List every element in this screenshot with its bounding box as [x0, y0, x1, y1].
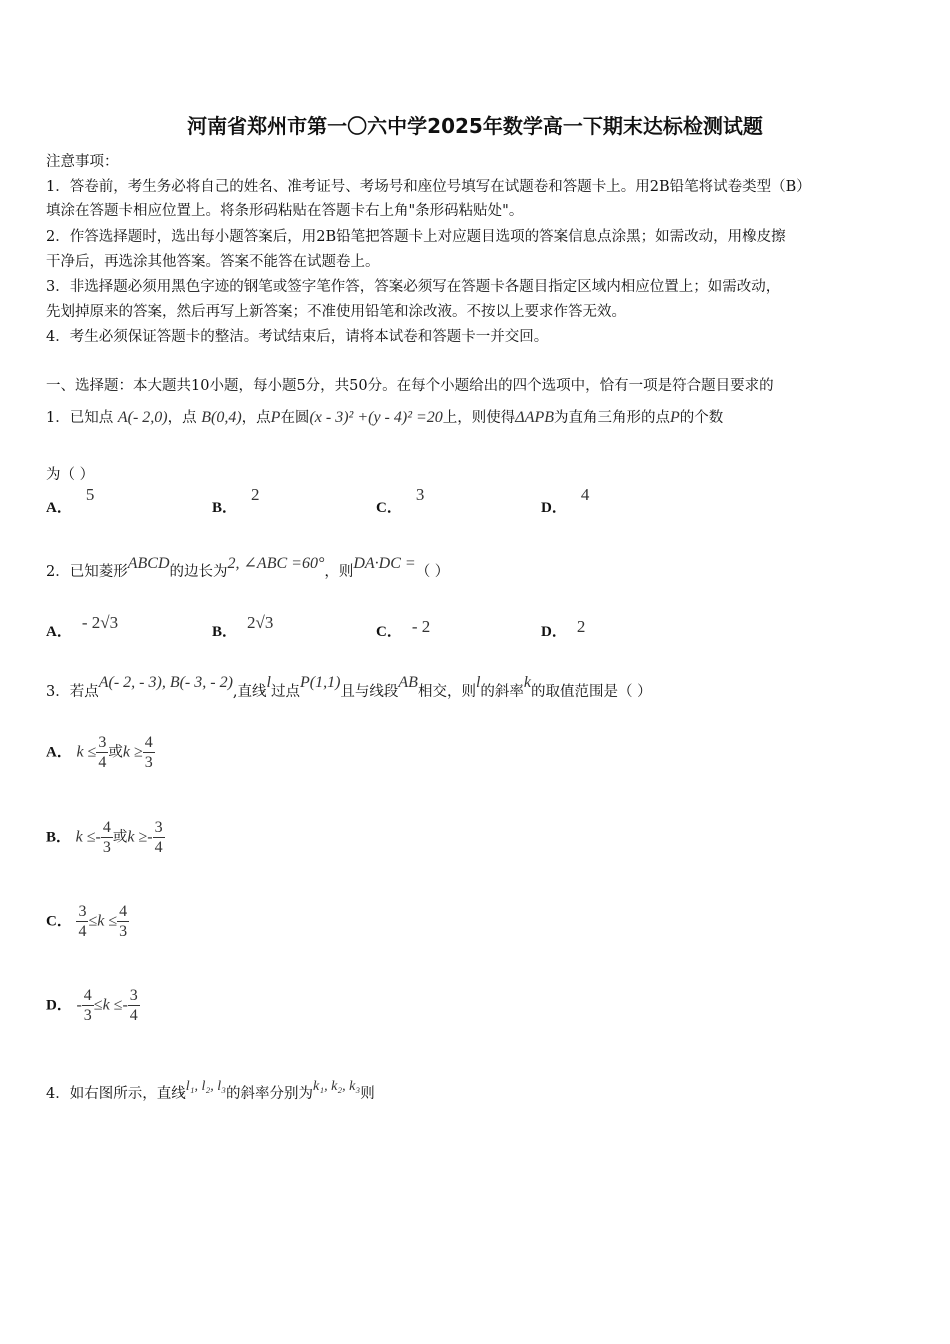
- notes-heading: 注意事项：: [46, 154, 119, 170]
- q3-option-a[interactable]: A． k ≤ $\frac{3}{4}$ 或k ≥ $\frac{4}{3}$: [46, 734, 153, 771]
- math-expr: ΔAPB: [515, 409, 555, 426]
- math-expr: 2, ∠ABC =60°: [227, 555, 325, 572]
- math-expr: k: [523, 674, 532, 691]
- math-expr: P: [270, 409, 281, 426]
- q3-option-b[interactable]: B． k ≤- $\frac{4}{3}$ 或k ≥- $\frac{3}{4}$: [46, 819, 163, 856]
- question-1-stem-cont: 为（ ）: [46, 467, 95, 483]
- math-expr: ABCD: [127, 555, 170, 572]
- q2-option-c[interactable]: C． - 2: [376, 617, 431, 640]
- notes-line-6: 先划掉原来的答案，然后再写上新答案；不准使用铅笔和涂改液。不按以上要求作答无效。: [46, 304, 626, 320]
- notes-line-4: 干净后，再选涂其他答案。答案不能答在试题卷上。: [46, 254, 380, 270]
- math-expr: DA·DC =: [353, 555, 416, 572]
- section-heading: 一、选择题：本大题共10小题，每小题5分，共50分。在每个小题给出的四个选项中，恰有一项是符合题目要求的: [46, 378, 774, 394]
- fraction: $\frac{4}{3}$: [144, 734, 153, 771]
- q2-option-d[interactable]: D． 2: [541, 617, 586, 640]
- question-number: 3．: [46, 684, 70, 700]
- question-number: 4．: [46, 1086, 70, 1102]
- fraction: $\frac{3}{4}$: [78, 903, 87, 940]
- math-expr: B(0,4): [201, 409, 242, 426]
- fraction: $\frac{3}{4}$: [154, 819, 163, 856]
- math-expr: A(- 2, - 3), B(- 3, - 2): [98, 674, 233, 691]
- q1-option-a[interactable]: A．5: [46, 485, 95, 516]
- question-1-stem: 1．已知点 A(- 2,0)，点 B(0,4)，点P在圆(x - 3)² +(y - 4)² =20上，则使得ΔAPB为直角三角形的点P的个数: [46, 409, 724, 426]
- math-expr: l: [266, 674, 271, 691]
- question-2-stem: 2．已知菱形ABCD的边长为2, ∠ABC =60°，则DA·DC =（ ）: [46, 555, 450, 580]
- math-expr: A(- 2,0): [117, 409, 168, 426]
- fraction: $\frac{4}{3}$: [83, 987, 92, 1024]
- notes-line-5: 3．非选择题必须用黑色字迹的钢笔或签字笔作答，答案必须写在答题卡各题目指定区域内相应位置上；如需改动，: [46, 279, 781, 295]
- q2-option-b[interactable]: B． 2√3: [212, 613, 274, 640]
- math-expr: k₁, k₂, k₃: [313, 1079, 361, 1094]
- math-expr: l₁, l₂, l₃: [185, 1079, 227, 1094]
- notes-line-1: 1．答卷前，考生务必将自己的姓名、准考证号、考场号和座位号填写在试题卷和答题卡上。用2B铅笔将试卷类型（B）: [46, 179, 811, 195]
- notes-line-2: 填涂在答题卡相应位置上。将条形码粘贴在答题卡右上角"条形码粘贴处"。: [46, 203, 524, 219]
- math-expr: AB: [398, 674, 418, 691]
- math-expr: l: [475, 674, 481, 691]
- notes-line-7: 4．考生必须保证答题卡的整洁。考试结束后，请将本试卷和答题卡一并交回。: [46, 329, 549, 345]
- question-number: 1．: [46, 410, 70, 426]
- fraction: $\frac{4}{3}$: [102, 819, 111, 856]
- fraction: $\frac{3}{4}$: [129, 987, 138, 1024]
- q3-option-d[interactable]: D． - $\frac{4}{3}$ ≤k ≤- $\frac{3}{4}$: [46, 987, 138, 1024]
- question-3-stem: 3．若点A(- 2, - 3), B(- 3, - 2),直线l过点P(1,1)且与线段AB相交，则l的斜率k的取值范围是（ ）: [46, 674, 652, 700]
- q1-option-b[interactable]: B．2: [212, 485, 260, 516]
- fraction: $\frac{4}{3}$: [119, 903, 128, 940]
- math-expr: (x - 3)² +(y - 4)² =20: [309, 409, 443, 426]
- q1-option-d[interactable]: D．4: [541, 485, 590, 516]
- page-title: 河南省郑州市第一〇六中学2025年数学高一下期末达标检测试题: [187, 114, 763, 138]
- question-number: 2．: [46, 564, 70, 580]
- notes-line-3: 2．作答选择题时，选出每小题答案后，用2B铅笔把答题卡上对应题目选项的答案信息点涂黑；如需改动，用橡皮擦: [46, 229, 786, 245]
- q2-option-a[interactable]: A． - 2√3: [46, 613, 119, 640]
- q3-option-c[interactable]: C． $\frac{3}{4}$ ≤k ≤ $\frac{4}{3}$: [46, 903, 128, 940]
- math-expr: P(1,1): [299, 674, 341, 691]
- fraction: $\frac{3}{4}$: [98, 734, 107, 771]
- q1-option-c[interactable]: C．3: [376, 485, 425, 516]
- question-4-stem: 4．如右图所示，直线l₁, l₂, l₃的斜率分别为k₁, k₂, k₃则: [46, 1079, 375, 1102]
- math-expr: P: [670, 409, 680, 426]
